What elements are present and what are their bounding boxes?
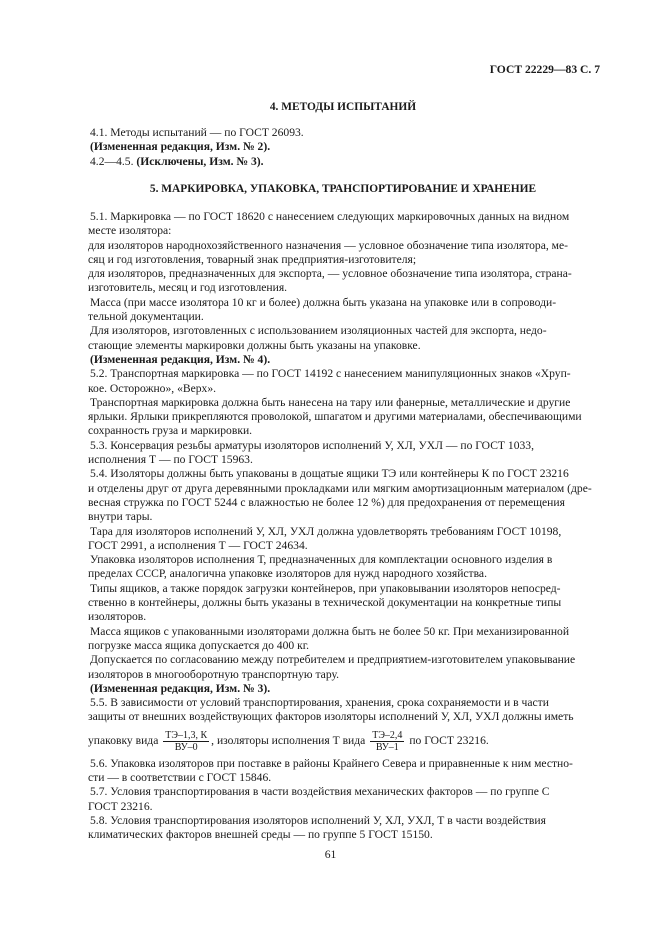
fraction-packaging-type-2 (370, 730, 404, 753)
section-4-title: 4. МЕТОДЫ ИСПЫТАНИЙ (269, 101, 417, 113)
section-4-body (88, 126, 598, 169)
text-line: погрузке масса ящика допускается до 400 кг. (88, 638, 310, 652)
section-5-body (88, 210, 598, 842)
text-line: 5.7. Условия транспортирования в части воздействия механических факторов — по группе С (90, 785, 550, 799)
text-line: 5.6. Упаковка изоляторов при поставке в районы Крайнего Севера и приравненные к ним местно- (90, 756, 573, 770)
text-line: тельной документации. (88, 310, 204, 324)
text-line: внутри тары. (88, 510, 153, 524)
text-line: ГОСТ 23216. (88, 799, 153, 813)
text-line: Тара для изоляторов исполнений У, ХЛ, УХЛ должна удовлетворять требованиям ГОСТ 10198, (90, 524, 562, 538)
text-line: Для изоляторов, изготовленных с использованием изоляционных частей для экспорта, недо- (90, 324, 547, 338)
page-number: 61 (324, 848, 337, 861)
page-header: ГОСТ 22229—83 С. 7 (489, 63, 600, 76)
text-line: ГОСТ 2991, а исполнения Т — ГОСТ 24634. (88, 538, 308, 552)
fraction-numerator: ТЭ–1,3, К (165, 729, 208, 741)
text-line: и отделены друг от друга деревянными прокладками или мягким амортизационным материалом (дре- (88, 481, 592, 495)
text-line: Типы ящиков, а также порядок загрузки контейнеров, при упаковывании изоляторов непосред- (90, 581, 561, 595)
text-line: месте изолятора: (88, 224, 172, 238)
text-line: 5.1. Маркировка — по ГОСТ 18620 с нанесением следующих маркировочных данных на видном (90, 210, 570, 223)
amendment-note: (Исключены, Изм. № 3). (136, 154, 264, 168)
text-line: 5.2. Транспортная маркировка — по ГОСТ 14192 с нанесением манипуляционных знаков «Хруп- (90, 367, 571, 381)
text-line: стающие элементы маркировки должны быть указаны на упаковке. (88, 338, 421, 352)
text-line: изоляторов в многооборотную транспортную тару. (88, 667, 339, 681)
text-line: сохранность груза и маркировки. (88, 424, 253, 438)
text-line: для изоляторов народнохозяйственного назначения — условное обозначение типа изолятора, ме- (88, 238, 568, 252)
text-line: Упаковка изоляторов исполнения Т, предназначенных для комплектации основного изделия в (90, 553, 553, 567)
text-line: изготовитель, месяц и год изготовления. (88, 281, 288, 295)
fraction-denominator: ВУ–0 (174, 741, 198, 753)
text-line: пределах СССР, аналогична упаковке изоляторов для нужд народного хозяйства. (88, 567, 487, 581)
text-line: весная стружка по ГОСТ 5244 с влажностью не более 12 %) для предохранения от перемещения (88, 495, 565, 509)
amendment-note: (Измененная редакция, Изм. № 2). (90, 140, 271, 154)
paragraph (88, 155, 598, 169)
paragraph: 4.1. Методы испытаний — по ГОСТ 26093. (90, 126, 304, 139)
text-line: защиты от внешних воздействующих факторов изоляторы исполнений У, ХЛ, УХЛ должны иметь (88, 710, 574, 724)
section-5-title: 5. МАРКИРОВКА, УПАКОВКА, ТРАНСПОРТИРОВАНИЕ И ХРАНЕНИЕ (149, 183, 537, 195)
paragraph-number: 4.2—4.5. (90, 154, 137, 168)
text-line: 5.3. Консервация резьбы арматуры изоляторов исполнений У, ХЛ, УХЛ — по ГОСТ 1033, (90, 438, 534, 452)
text-line: ярлыки. Ярлыки прикрепляются проволокой, шпагатом и другими материалами, обеспечивающими (88, 410, 582, 424)
text-line: 5.8. Условия транспортирования изоляторов исполнений У, ХЛ, УХЛ, Т в части воздействия (90, 813, 546, 827)
text-line: климатических факторов внешней среды — по группе 5 ГОСТ 15150. (88, 828, 433, 842)
fraction-denominator: ВУ–1 (375, 741, 399, 753)
text-line: ственно в контейнеры, должны быть указаны в технической документации на конкретные типы (88, 596, 562, 610)
text-line: исполнения Т — по ГОСТ 15963. (88, 453, 253, 467)
amendment-note: (Измененная редакция, Изм. № 3). (90, 681, 271, 695)
amendment-note: (Измененная редакция, Изм. № 4). (90, 352, 271, 366)
text-line: кое. Осторожно», «Верх». (88, 381, 217, 395)
text-line: для изоляторов, предназначенных для экспорта, — условное обозначение типа изолятора, страна- (88, 267, 572, 281)
text-line: изоляторов. (88, 610, 147, 624)
text-line: Масса (при массе изолятора 10 кг и более) должна быть указана на упаковке или в сопроводи- (90, 295, 557, 309)
text-line: 5.4. Изоляторы должны быть упакованы в дощатые ящики ТЭ или контейнеры К по ГОСТ 23216 (90, 467, 569, 481)
text-fragment: , изоляторы исполнения Т вида (211, 733, 366, 747)
text-line: Допускается по согласованию между потребителем и предприятием-изготовителем упаковывание (90, 653, 576, 667)
fraction-packaging-type-1 (163, 730, 209, 753)
text-line: 5.5. В зависимости от условий транспортирования, хранения, срока сохраняемости и в части (90, 696, 549, 710)
text-line: Масса ящиков с упакованными изоляторами должна быть не более 50 кг. При механизированной (90, 624, 570, 638)
text-fragment: по ГОСТ 23216. (409, 733, 489, 747)
text-line: Транспортная маркировка должна быть нанесена на тару или фанерные, металлические и другие (90, 395, 571, 409)
text-line: сти — в соответствии с ГОСТ 15846. (88, 770, 272, 784)
packaging-formula-line (88, 728, 598, 754)
text-fragment: упаковку вида (88, 733, 159, 747)
text-line: сяц и год изготовления, товарный знак предприятия-изготовителя; (88, 252, 417, 266)
fraction-numerator: ТЭ–2,4 (372, 729, 403, 741)
